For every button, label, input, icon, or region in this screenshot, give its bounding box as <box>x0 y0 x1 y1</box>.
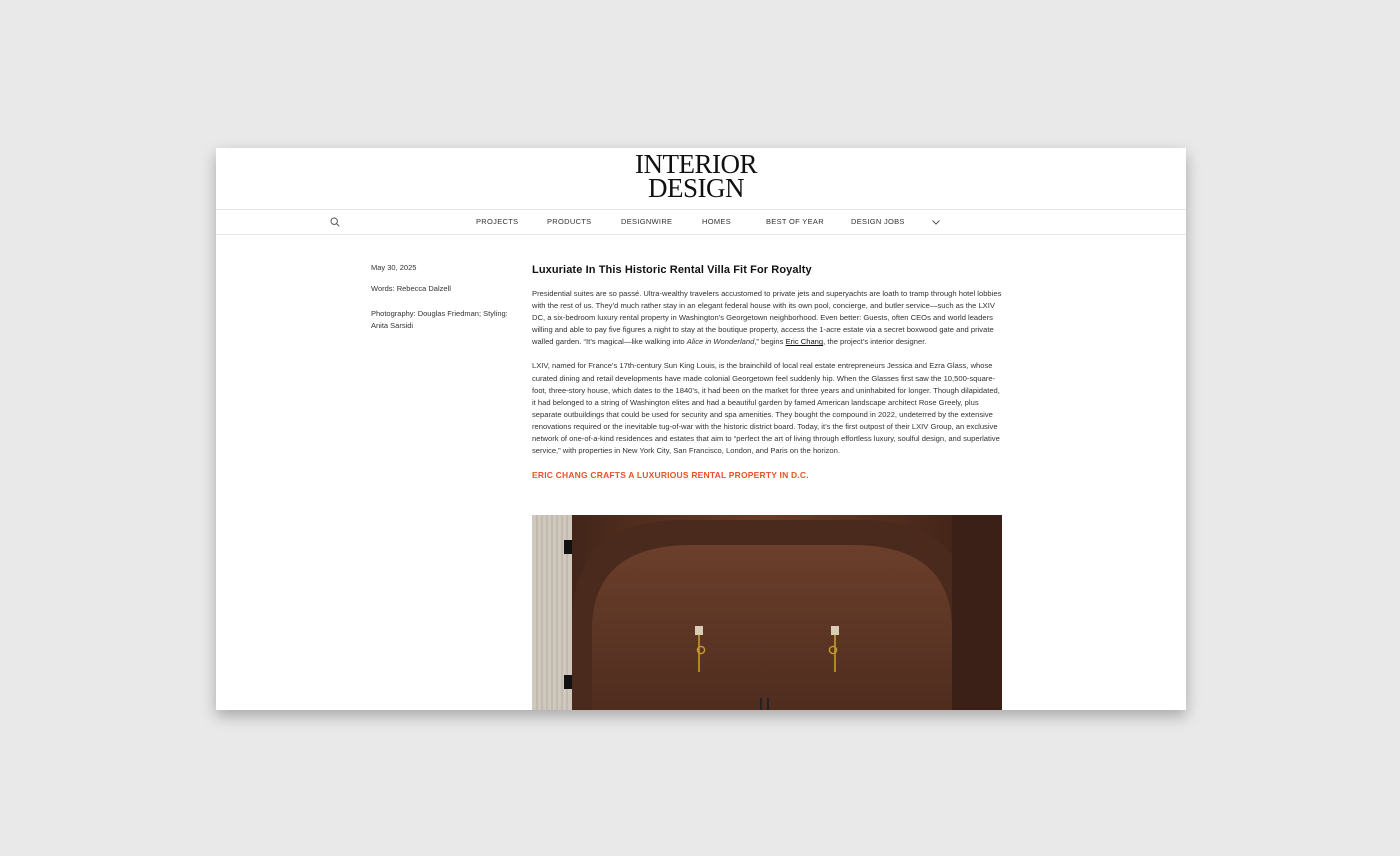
article-subhead-link[interactable]: ERIC CHANG CRAFTS A LUXURIOUS RENTAL PROPERTY IN D.C. <box>532 470 809 481</box>
nav-item-designwire[interactable]: DESIGNWIRE <box>621 217 673 226</box>
article-byline: Words: Rebecca Dalzell <box>371 284 451 293</box>
paragraph-1-text-b: ,” begins <box>754 337 786 347</box>
paragraph-1-text-a: Presidential suites are so passé. Ultra-wealthy travelers accustomed to private jets and superyachts are loath to tramp through hotel lobbies with the rest of us. They’d much rather stay in an elegant federal house with its own pool, concierge, and butler service—such as the LXIV DC, a six-bedroom luxury rental property in Washington’s Georgetown neighborhood. Even better: Guests, often CEOs and world leaders willing and able to pay five figures a night to stay at the boutique property, access the 1-acre estate via a secret boxwood gate and private walled garden. “It’s magical—like walking into <box>532 289 1002 347</box>
article-paragraph-2: LXIV, named for France’s 17th-century Sun King Louis, is the brainchild of local real estate entrepreneurs Jessica and Ezra Glass, whose curated dining and retail developments have made colonial Georgetown feel suddenly hip. When the Glasses first saw the 10,500-square-foot, three-story house, which dates to the 1840’s, it had been on the market for three years and uninhabited for longer. Though dilapidated, it had belonged to a string of Washington elites and had a beautiful garden by famed American landscape architect Rose Greely, plus separate outbuildings that could be used for security and spa amenities. They bought the compound in 2022, undeterred by the extensive renovations required or the inevitable tug-of-war with the historic district board. Today, it’s the first outpost of their LXIV Group, an exclusive network of one-of-a-kind residences and estates that aim to “perfect the art of living through effortless luxury, soulful design, and superlative service,” with properties in New York City, San Francisco, London, and Paris on the horizon. <box>532 361 1000 456</box>
nav-item-products[interactable]: PRODUCTS <box>547 217 592 226</box>
nav-item-best-of-year[interactable]: BEST OF YEAR <box>766 217 824 226</box>
logo-line-1: INTERIOR <box>635 149 757 179</box>
article-hero-photo <box>532 515 1002 710</box>
paragraph-1-text-c: , the project’s interior designer. <box>823 337 927 347</box>
browser-frame <box>216 148 1186 710</box>
search-icon[interactable] <box>330 217 340 227</box>
logo-line-2: DESIGN <box>648 173 744 203</box>
article-title: Luxuriate In This Historic Rental Villa Fit For Royalty <box>532 264 812 276</box>
article-date: May 30, 2025 <box>371 263 417 272</box>
photo-credit: Photography: Douglas Friedman; Styling: Anita Sarsidi <box>371 309 508 330</box>
chevron-down-icon[interactable] <box>932 220 940 225</box>
main-nav <box>216 210 1186 235</box>
masthead <box>216 148 1186 210</box>
paragraph-1-italic: Alice in Wonderland <box>686 337 755 347</box>
article-paragraph-1 <box>532 288 1002 348</box>
article-body <box>532 264 1002 488</box>
nav-item-design-jobs[interactable]: DESIGN JOBS <box>851 217 905 226</box>
nav-item-projects[interactable]: PROJECTS <box>476 217 519 226</box>
nav-item-homes[interactable]: HOMES <box>702 217 732 226</box>
designer-link[interactable]: Eric Chang <box>785 337 824 347</box>
site-logo[interactable] <box>624 149 768 203</box>
